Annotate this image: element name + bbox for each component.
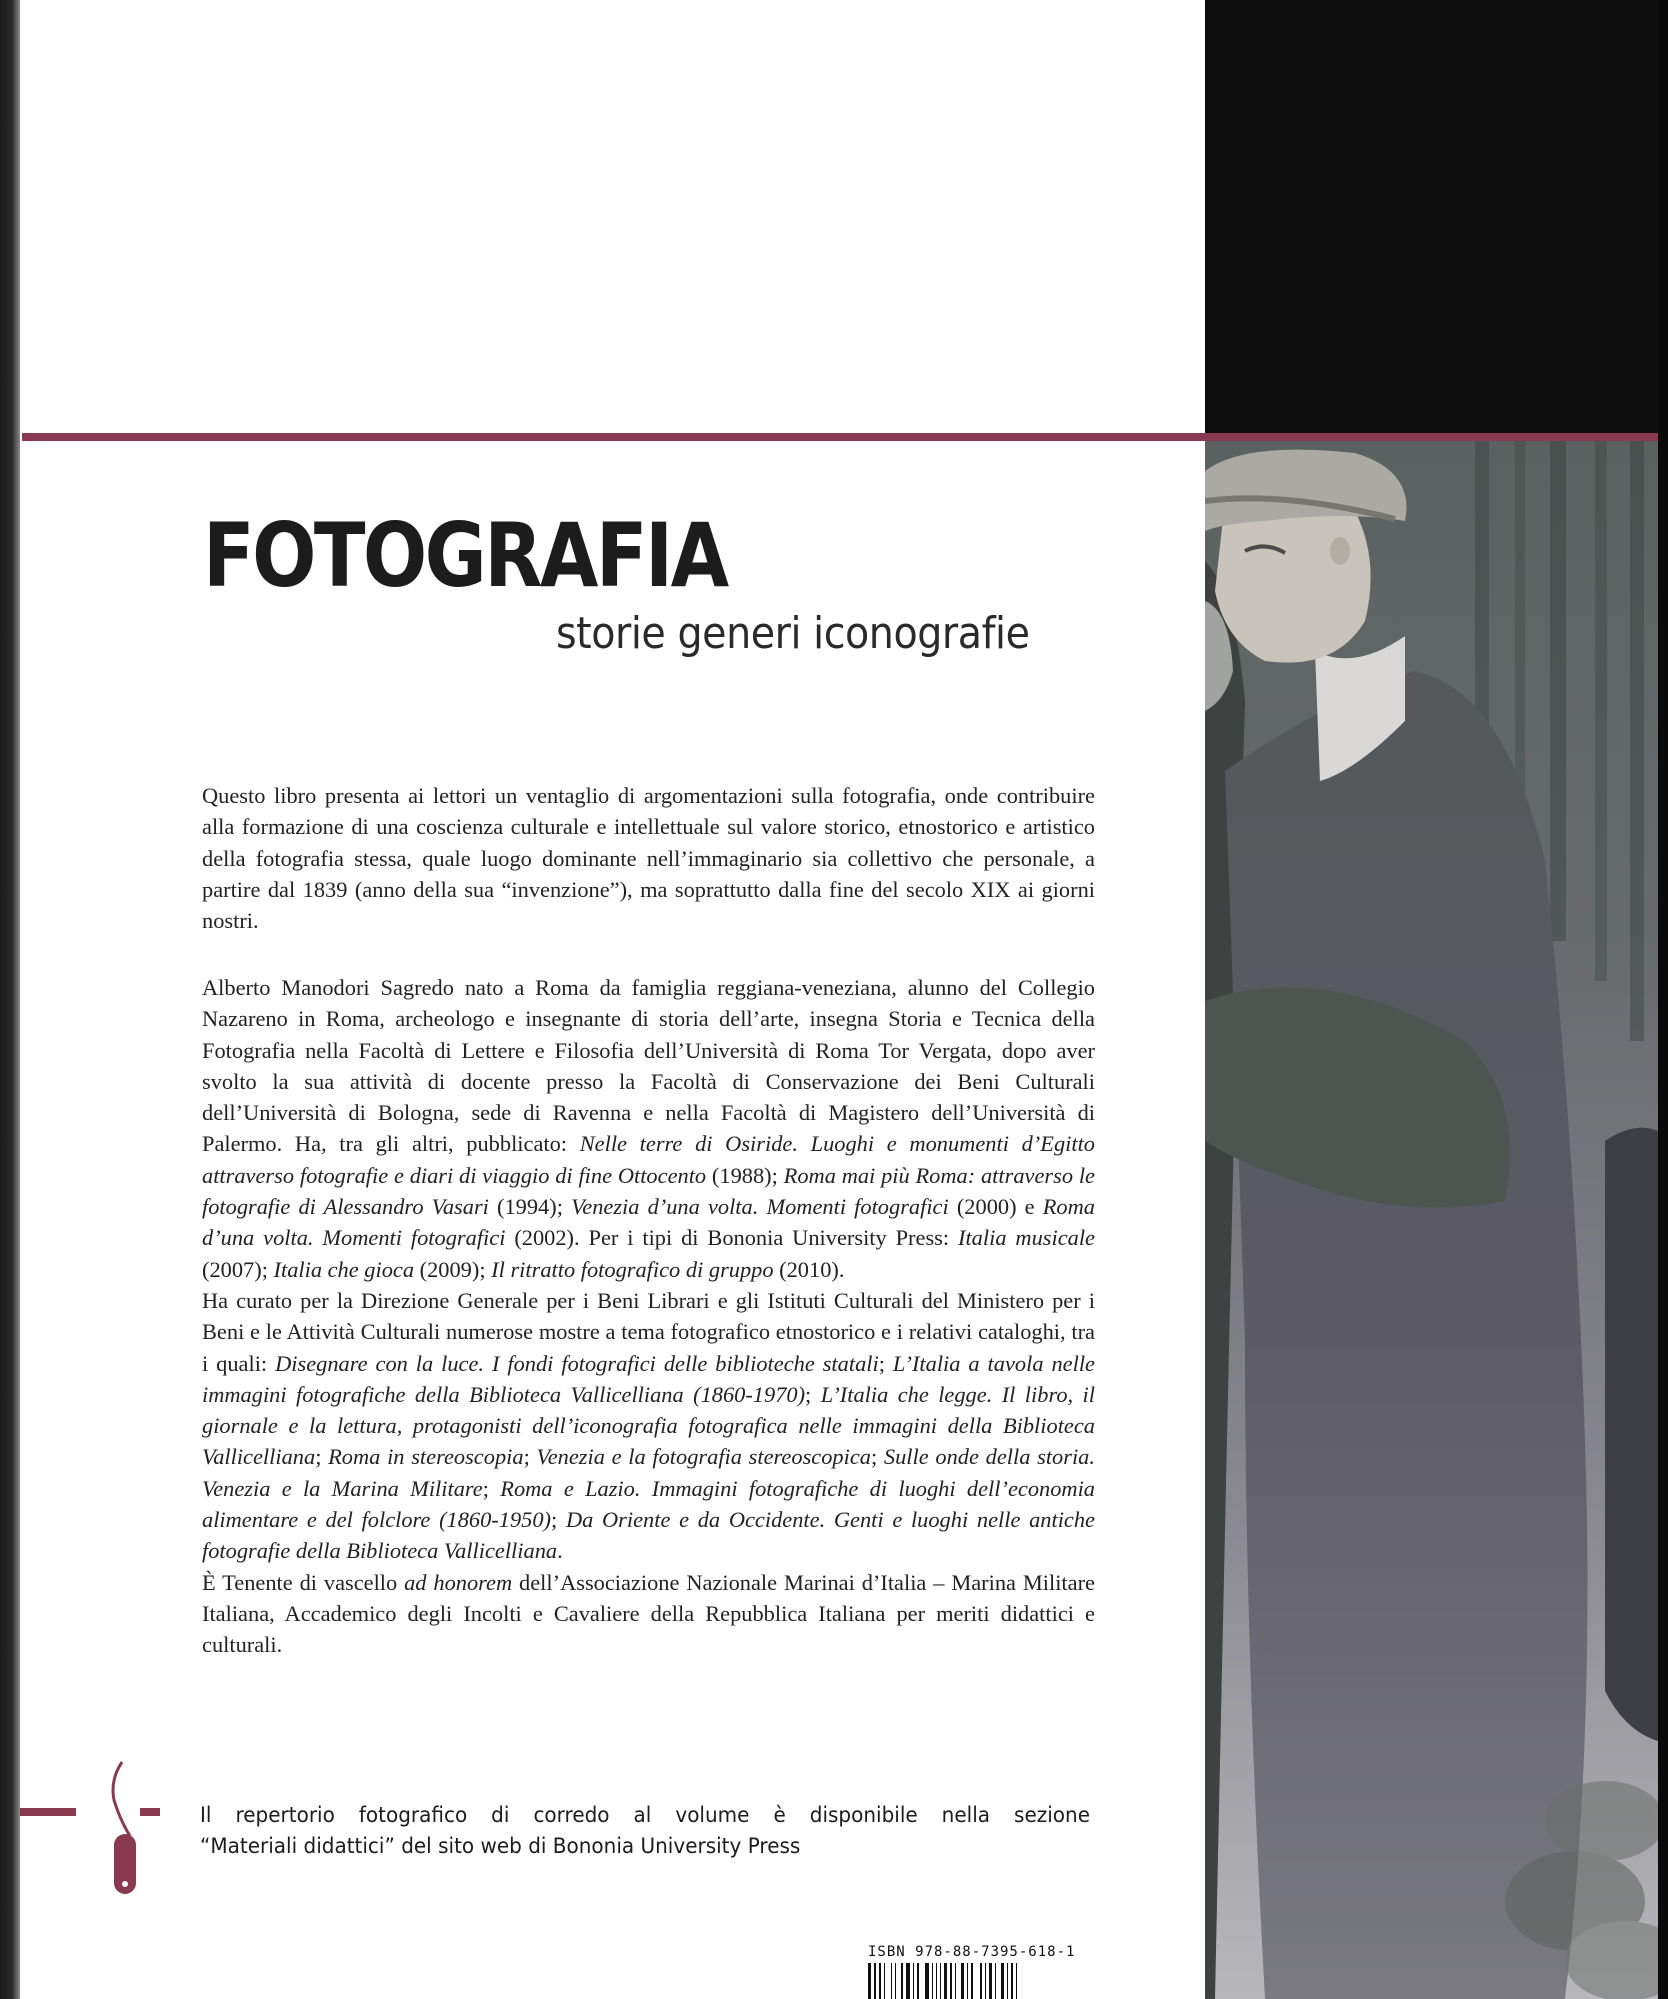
catalogue-title: L’Italia che legge. Il libro, il giornale e la lettura, protagonisti dell’iconografia fotografica nelle immagini della Biblioteca Vallicelliana — [202, 1381, 1095, 1470]
isbn-label: ISBN 978-88-7395-618-1 — [868, 1944, 1076, 1960]
catalogue-separator: ; — [878, 1350, 893, 1376]
computer-mouse-icon — [18, 1760, 198, 1900]
publication-separator: (1988); — [706, 1162, 784, 1188]
catalogue-separator: ; — [315, 1444, 329, 1470]
catalogue-separator: ; — [523, 1444, 537, 1470]
note-line-2: “Materiali didattici” del sito web di Bononia University Press — [200, 1834, 801, 1859]
publication-title: Italia che gioca — [273, 1256, 415, 1282]
publication-separator: (2007); — [202, 1256, 274, 1282]
description-paragraph: Questo libro presenta ai lettori un ventaglio di argomentazioni sulla fotografia, onde contribuire alla formazione di una coscienza culturale e intellettuale sul valore storico, etnostorico e artistico della fotografia stessa, quale luogo dominante nell’immaginario sia collettivo che personale, a partire dal 1839 (anno della sua “invenzione”), ma soprattutto dalla fine del secolo XIX ai giorni nostri. — [202, 783, 1095, 934]
book-title: FOTOGRAFIA — [203, 504, 727, 607]
author-bio — [202, 972, 1095, 1661]
catalogue-title: Roma e Lazio. Immagini fotografiche di luoghi dell’economia alimentare e del folclore (1860-1950) — [202, 1475, 1095, 1533]
catalogue-separator: ; — [482, 1475, 501, 1501]
bio-curated — [202, 1285, 1095, 1567]
catalogue-separator: ; — [805, 1381, 821, 1407]
right-edge — [1658, 0, 1668, 1999]
publication-title: Roma mai più Roma: attraverso le fotografie di Alessandro Vasari — [202, 1162, 1095, 1220]
bio-publications — [202, 972, 1095, 1285]
publication-title: Il ritratto fotografico di gruppo — [491, 1256, 774, 1282]
publication-title: Roma d’una volta. Momenti fotografici — [202, 1194, 1095, 1251]
cover-photo-man-in-cap — [1205, 441, 1658, 1999]
catalogue-title: Disegnare con la luce. I fondi fotografici delle biblioteche statali — [275, 1350, 879, 1376]
catalogue-title: Sulle onde della storia. Venezia e la Marina Militare — [202, 1444, 1095, 1501]
book-spine-edge — [0, 0, 20, 1999]
book-subtitle: storie generi iconografie — [556, 608, 1030, 659]
publication-separator: (2002). Per i tipi di Bononia University Press: — [505, 1225, 958, 1251]
publication-separator: (1994); — [488, 1194, 572, 1220]
publication-separator: (2010). — [773, 1256, 845, 1282]
catalogue-title: L’Italia a tavola nelle immagini fotografiche della Biblioteca Vallicelliana (1860-1970) — [202, 1350, 1095, 1407]
honors-text: È Tenente di vascello — [202, 1569, 405, 1595]
book-description — [202, 780, 1095, 936]
catalogue-separator: ; — [551, 1507, 566, 1533]
honors-text-end: dell’Associazione Nazionale Marinai d’Italia – Marina Militare Italiana, Accademico degli Incolti e Cavaliere della Repubblica Italiana per meriti didattici e culturali. — [202, 1569, 1095, 1658]
accent-rule — [22, 433, 1658, 441]
publication-title: Italia musicale — [958, 1225, 1095, 1251]
catalogue-separator: ; — [870, 1444, 884, 1470]
publication-separator: (2009); — [414, 1256, 492, 1282]
curated-intro: Ha curato per la Direzione Generale per i Beni Librari e gli Istituti Culturali del Ministero per i Beni e le Attività Culturali numerose mostre a tema fotografico etnostorico e i relativi cataloghi, tra i quali: — [202, 1287, 1095, 1376]
publication-separator: (2000) e — [948, 1194, 1043, 1220]
catalogue-separator: . — [557, 1538, 563, 1564]
online-materials-note — [200, 1800, 1091, 1862]
barcode — [868, 1963, 1088, 1999]
catalogue-title: Venezia e la fotografia stereoscopica — [536, 1444, 871, 1470]
bio-honors — [202, 1567, 1095, 1661]
top-black-panel — [1205, 0, 1668, 433]
publication-title: Nelle terre di Osiride. Luoghi e monumenti d’Egitto attraverso fotografie e diari di viaggio di fine Ottocento — [202, 1131, 1095, 1188]
catalogue-title: Da Oriente e da Occidente. Genti e luoghi nelle antiche fotografie della Biblioteca Vallicelliana — [202, 1507, 1095, 1564]
honors-italic: ad honorem — [404, 1569, 513, 1595]
publication-title: Venezia d’una volta. Momenti fotografici — [571, 1194, 949, 1220]
note-line-1: Il repertorio fotografico di corredo al volume è disponibile nella sezione — [200, 1803, 1091, 1828]
bio-intro: Alberto Manodori Sagredo nato a Roma da famiglia reggiana-veneziana, alunno del Collegio Nazareno in Roma, archeologo e insegnante di storia dell’arte, insegna Storia e Tecnica della Fotografia nella Facoltà di Lettere e Filosofia dell’Università di Roma Tor Vergata, dopo aver svolto la sua attività di docente presso la Facoltà di Conservazione dei Beni Culturali dell’Università di Bologna, sede di Ravenna e nella Facoltà di Magistero dell’Università di Palermo. Ha, tra gli altri, pubblicato: — [202, 975, 1095, 1157]
catalogue-title: Roma in stereoscopia — [328, 1444, 524, 1470]
